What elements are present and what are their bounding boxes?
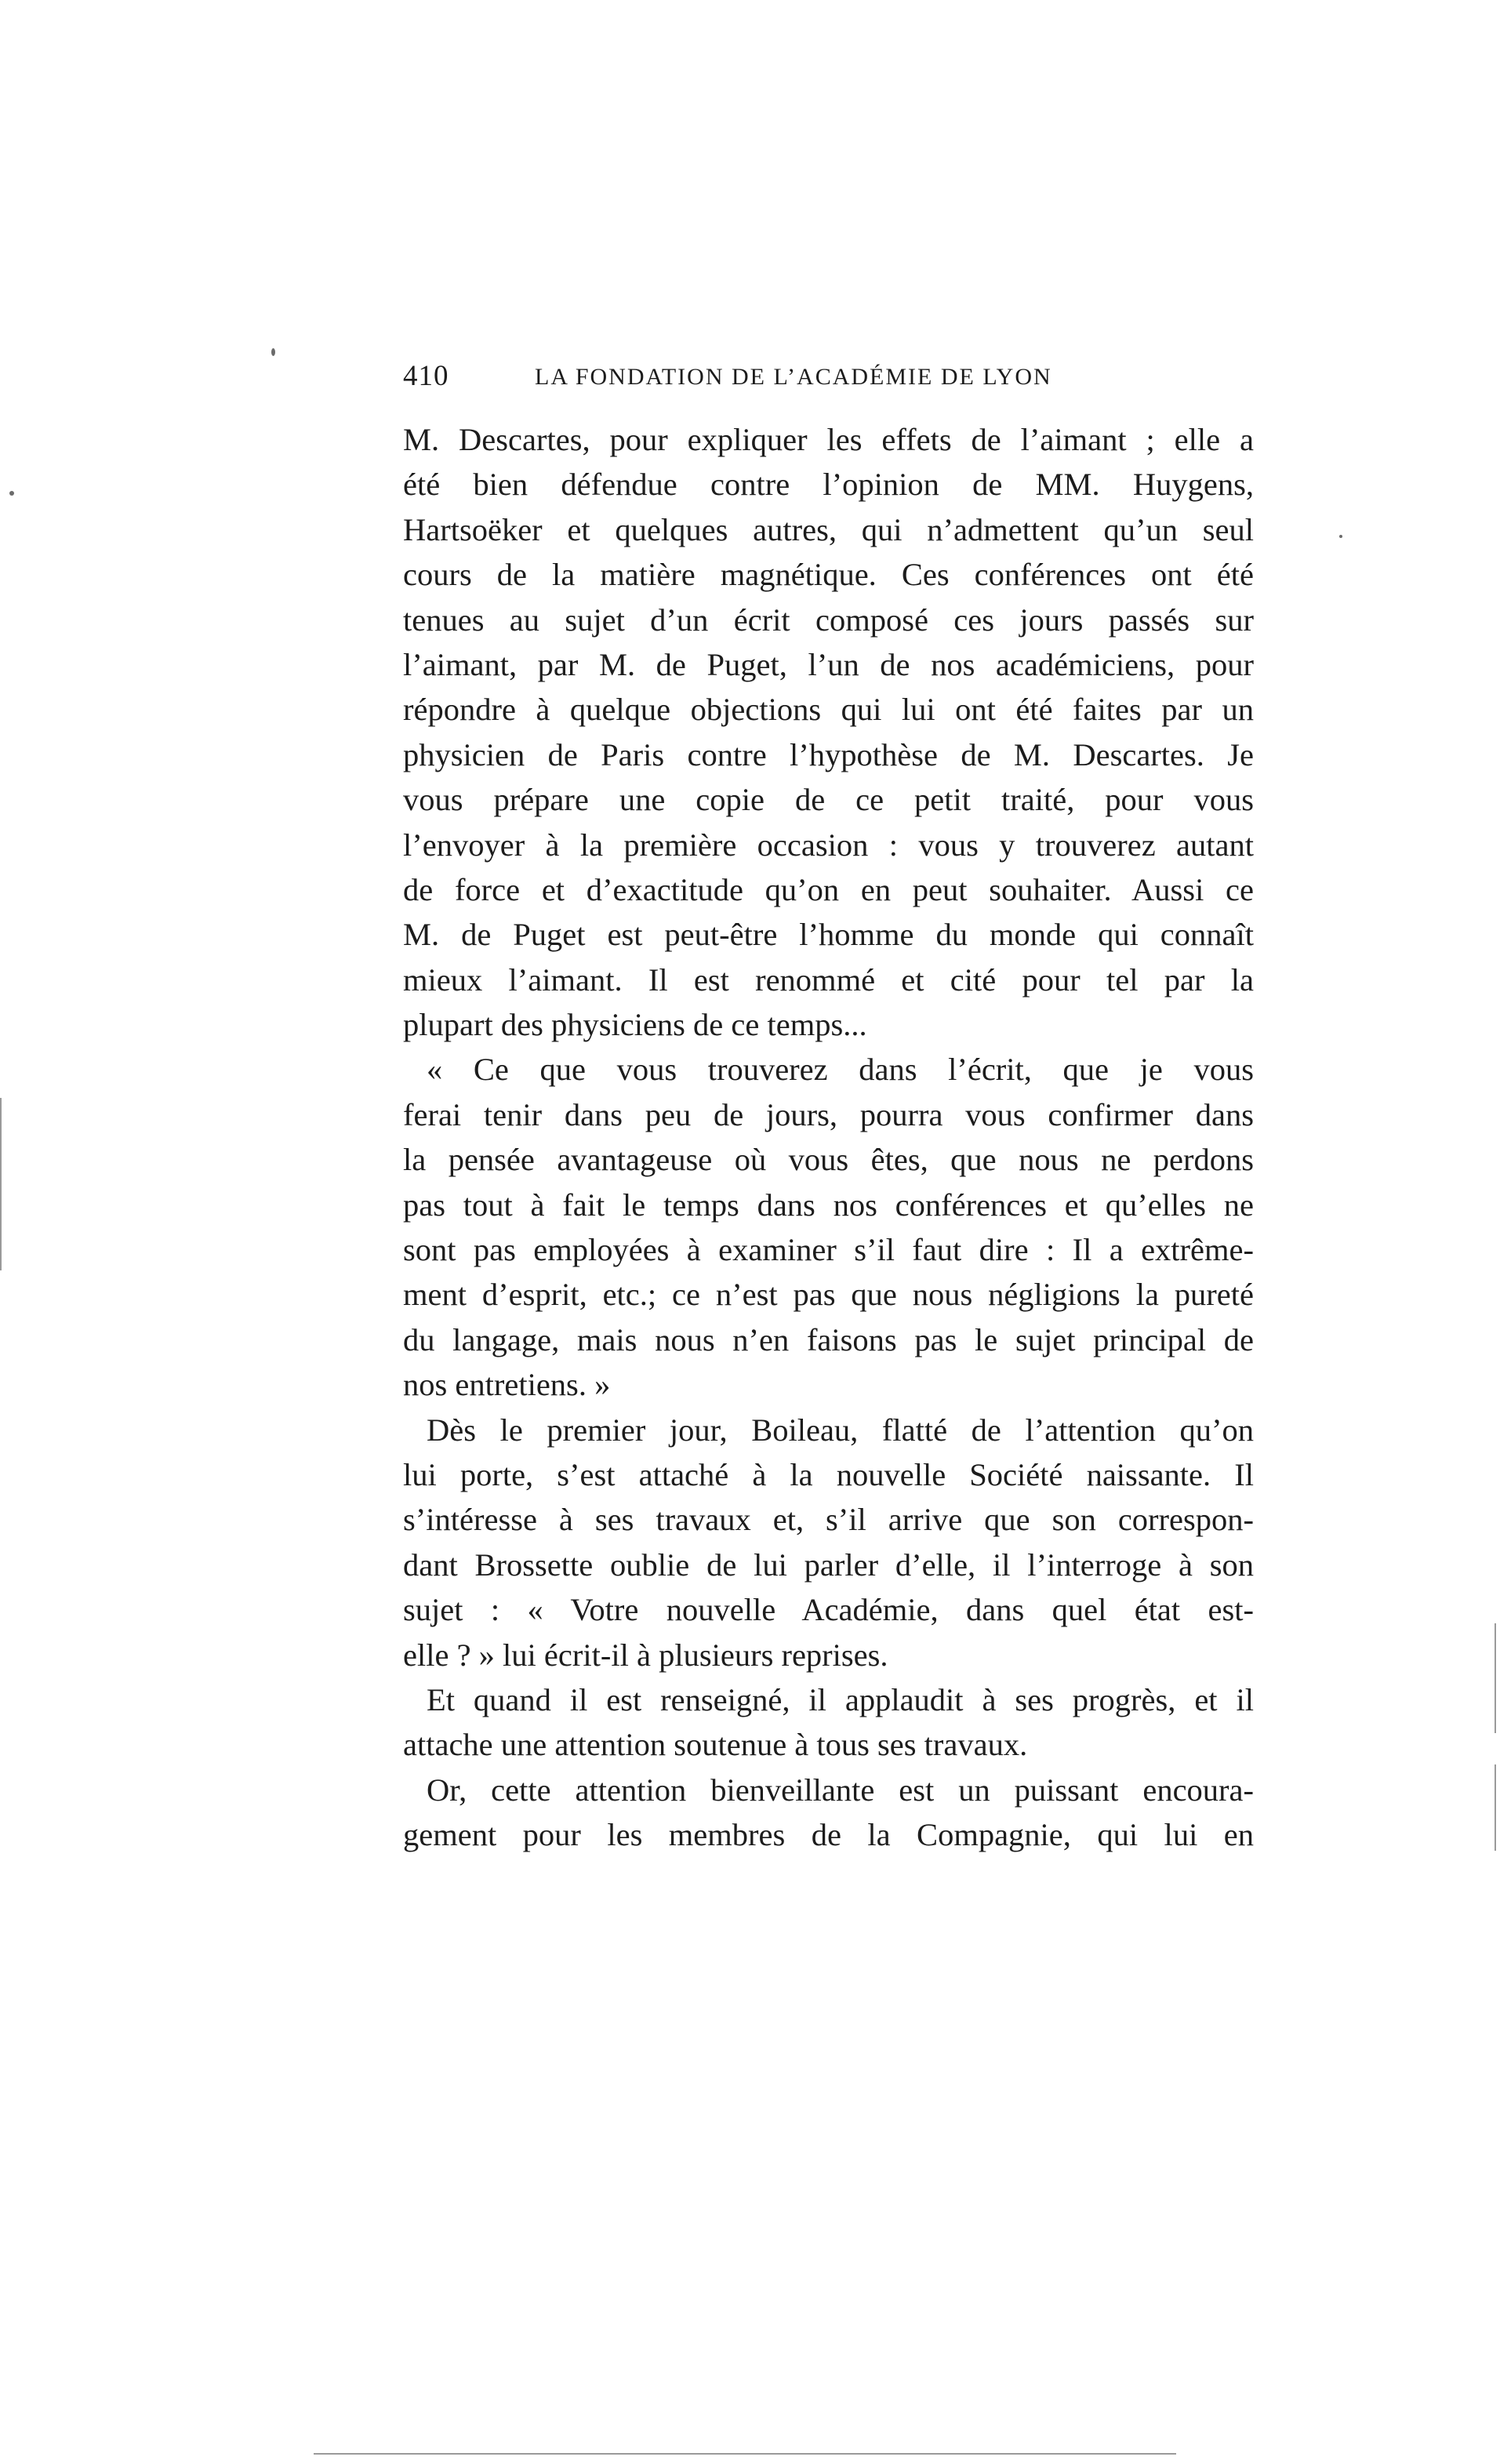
text-line: de force et d’exactitude qu’on en peut souhaiter. Aussi ce	[403, 871, 1254, 907]
text-line: ment d’esprit, etc.; ce n’est pas que nous négligions la pureté	[403, 1277, 1254, 1313]
text-line: la pensée avantageuse où vous êtes, que nous ne perdons	[403, 1142, 1254, 1178]
text-line: plupart des physiciens de ce temps...	[403, 1007, 867, 1043]
text-line: répondre à quelque objections qui lui ont été faites par un	[403, 692, 1254, 728]
scan-speck	[1339, 535, 1342, 538]
text-line: mieux l’aimant. Il est renommé et cité pour tel par la	[403, 961, 1254, 998]
text-line: « Ce que vous trouverez dans l’écrit, que je vous	[427, 1052, 1254, 1088]
scan-speck	[271, 348, 275, 356]
text-line: M. Descartes, pour expliquer les effets de l’aimant ; elle a	[403, 422, 1254, 457]
scan-speck	[9, 491, 14, 496]
running-head: LA FONDATION DE L’ACADÉMIE DE LYON	[535, 364, 1052, 390]
text-line: attache une attention soutenue à tous ses travaux.	[403, 1727, 1028, 1763]
text-line: Hartsoëker et quelques autres, qui n’admettent qu’un seul	[403, 511, 1254, 547]
text-line: Dès le premier jour, Boileau, flatté de l’attention qu’on	[427, 1412, 1254, 1448]
text-line: lui porte, s’est attaché à la nouvelle Société naissante. Il	[403, 1456, 1254, 1492]
text-line: Et quand il est renseigné, il applaudit à ses progrès, et il	[427, 1681, 1254, 1717]
text-line: cours de la matière magnétique. Ces conférences ont été	[403, 557, 1254, 593]
page-number: 410	[403, 360, 449, 392]
text-line: tenues au sujet d’un écrit composé ces jours passés sur	[403, 601, 1254, 638]
text-line: sujet : « Votre nouvelle Académie, dans quel état est-	[403, 1592, 1254, 1628]
scan-edge-line	[1495, 1623, 1496, 1733]
text-line: s’intéresse à ses travaux et, s’il arrive que son correspon-	[403, 1502, 1254, 1538]
text-line: elle ? » lui écrit-il à plusieurs reprises.	[403, 1637, 888, 1673]
text-line: du langage, mais nous n’en faisons pas le sujet principal de	[403, 1321, 1254, 1357]
text-line: M. de Puget est peut-être l’homme du monde qui connaît	[403, 917, 1254, 953]
text-line: physicien de Paris contre l’hypothèse de M. Descartes. Je	[403, 736, 1254, 772]
scan-edge-line	[0, 1098, 2, 1270]
text-line: Or, cette attention bienveillante est un puissant encoura-	[427, 1772, 1254, 1808]
text-line: dant Brossette oublie de lui parler d’elle, il l’interroge à son	[403, 1546, 1254, 1583]
text-line: été bien défendue contre l’opinion de MM. Huygens,	[403, 467, 1254, 503]
text-line: vous prépare une copie de ce petit traité, pour vous	[403, 782, 1254, 818]
text-line: ferai tenir dans peu de jours, pourra vous confirmer dans	[403, 1096, 1254, 1132]
text-line: nos entretiens. »	[403, 1367, 611, 1403]
text-line: l’envoyer à la première occasion : vous y trouverez autant	[403, 827, 1254, 863]
text-line: sont pas employées à examiner s’il faut dire : Il a extrême-	[403, 1232, 1254, 1268]
text-line: pas tout à fait le temps dans nos conférences et qu’elles ne	[403, 1187, 1254, 1223]
scan-edge-line	[314, 2453, 1176, 2455]
scan-edge-line	[1495, 1764, 1496, 1851]
page-header	[403, 359, 1266, 403]
text-line: gement pour les membres de la Compagnie, qui lui en	[403, 1817, 1254, 1853]
text-line: l’aimant, par M. de Puget, l’un de nos académiciens, pour	[403, 646, 1254, 682]
body-text	[403, 417, 1254, 1858]
